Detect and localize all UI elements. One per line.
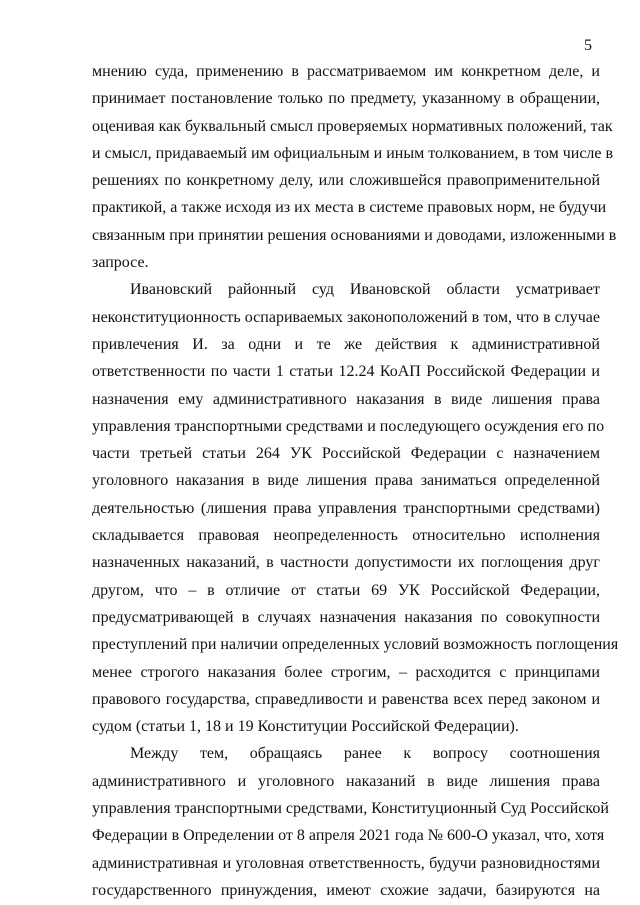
text-line: связанным при принятии решения основаниями и доводами, изложенными в [92,226,617,244]
text-line: привлечения И. за одни и те же действия к административной [92,335,600,353]
text-line: уголовного наказания в виде лишения права заниматься определенной [92,472,600,490]
text-line: складывается правовая неопределенность относительно исполнения [92,527,600,545]
text-line: решениях по конкретному делу, или сложившейся правоприменительной [92,172,600,190]
text-line: судом (статьи 1, 18 и 19 Конституции Российской Федерации). [92,718,519,736]
text-line: Федерации в Определении от 8 апреля 2021 года № 600-О указал, что, хотя [92,827,605,845]
page-number: 5 [584,37,592,54]
paragraph-2 [92,276,619,740]
text-line: другом, что – в отличие от статьи 69 УК Российской Федерации, [92,581,600,599]
text-line: мнению суда, применению в рассматриваемом им конкретном деле, и [92,63,600,80]
text-line: административного и уголовного наказаний в виде лишения права [92,772,600,790]
text-line: назначенных наказаний, в частности допустимости их поглощения друг [92,554,600,572]
text-line: административная и уголовная ответственность, будучи разновидностями [92,854,600,872]
paragraph-1 [92,58,617,276]
text-line: принимает постановление только по предмету, указанному в обращении, [92,90,600,108]
text-line: деятельностью (лишения права управления транспортными средствами) [92,499,600,517]
text-line: управления транспортными средствами и последующего осуждения его по [92,417,605,435]
text-line: преступлений при наличии определенных условий возможность поглощения [92,636,619,654]
document-body [92,58,619,904]
text-line: практикой, а также исходя из их места в системе правовых норм, не будучи [92,199,607,217]
text-line: и смысл, придаваемый им официальным и иным толкованием, в том числе в [92,144,614,162]
text-line: ответственности по части 1 статьи 12.24 КоАП Российской Федерации и [92,363,600,381]
text-line: Ивановский районный суд Ивановской области усматривает [130,281,600,299]
text-line: запросе. [92,254,149,272]
text-line: менее строгого наказания более строгим, – расходится с принципами [92,663,600,681]
text-line: государственного принуждения, имеют схожие задачи, базируются на [92,881,600,899]
text-line: оценивая как буквальный смысл проверяемых нормативных положений, так [92,117,613,135]
text-line: управления транспортными средствами, Конституционный Суд Российской [92,800,609,818]
text-line: предусматривающей в случаях назначения наказания по совокупности [92,608,600,626]
paragraph-3 [92,740,609,904]
text-line: части третьей статьи 264 УК Российской Федерации с назначением [92,445,600,463]
text-line: Между тем, обращаясь ранее к вопросу соотношения [130,745,600,763]
text-line: назначения ему административного наказания в виде лишения права [92,390,600,408]
text-line: правового государства, справедливости и равенства всех перед законом и [92,690,600,708]
text-line: неконституционность оспариваемых законоположений в том, что в случае [92,308,600,326]
